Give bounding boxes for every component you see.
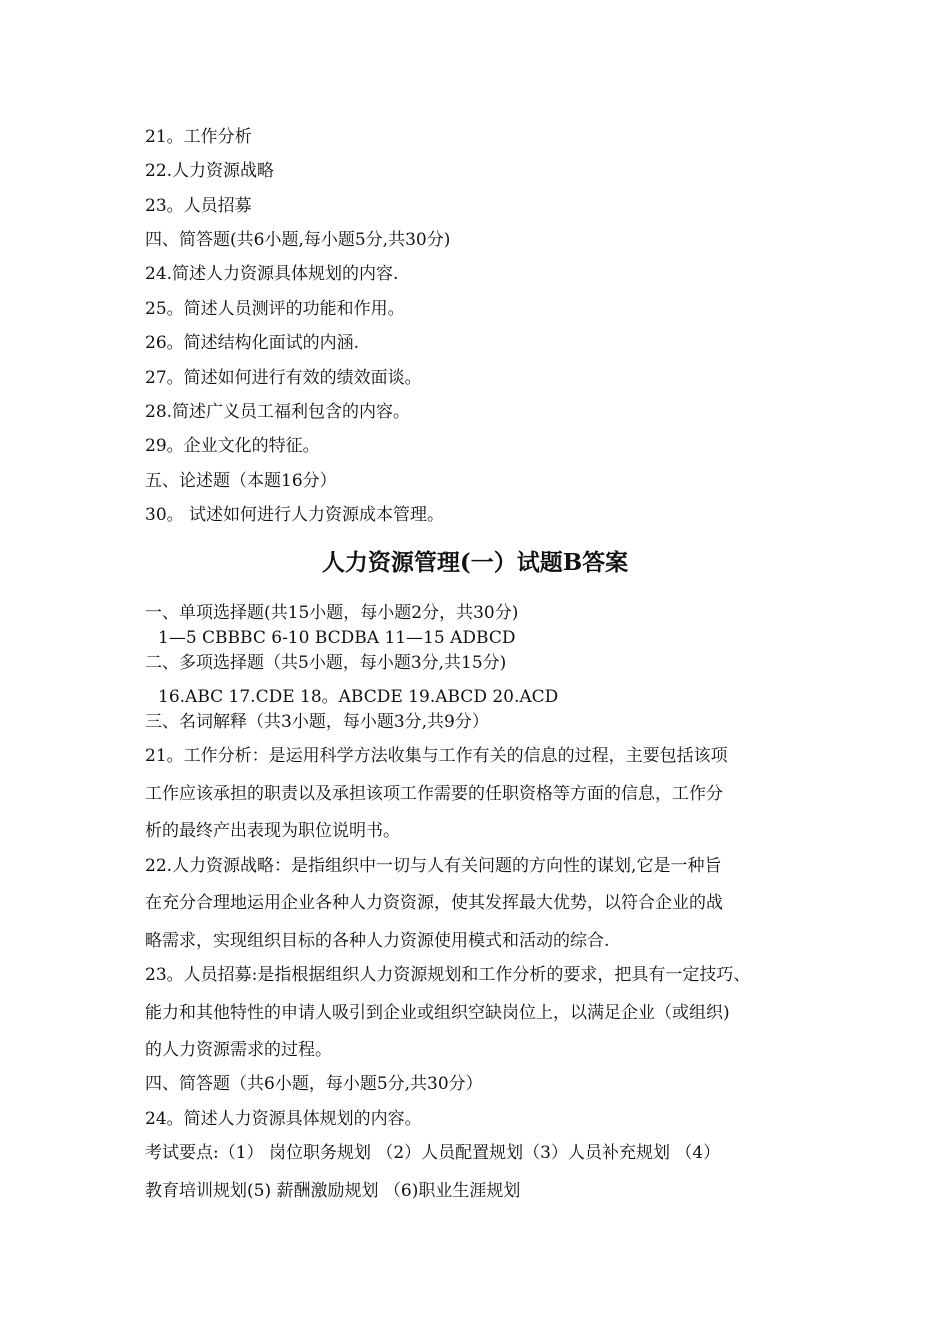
answer-section-1-keys: 1—5 CBBBC 6-10 BCDBA 11—15 ADBCD	[158, 628, 516, 648]
answer-22-line: 22.人力资源战略：是指组织中一切与人有关问题的方向性的谋划,它是一种旨	[145, 856, 722, 876]
question-28: 28.简述广义员工福利包含的内容。	[145, 402, 411, 422]
answer-23-line: 的人力资源需求的过程。	[145, 1040, 332, 1060]
answer-24-line: 教育培训规划(5) 薪酬激励规划 （6)职业生涯规划	[145, 1181, 521, 1201]
answer-22-line: 略需求，实现组织目标的各种人力资源使用模式和活动的综合.	[145, 931, 610, 951]
question-29: 29。企业文化的特征。	[145, 436, 320, 456]
answer-section-2-keys: 16.ABC 17.CDE 18。ABCDE 19.ABCD 20.ACD	[158, 687, 559, 707]
answer-21-line: 21。工作分析：是运用科学方法收集与工作有关的信息的过程，主要包括该项	[145, 746, 728, 766]
answer-21-line: 工作应该承担的职责以及承担该项工作需要的任职资格等方面的信息，工作分	[145, 784, 723, 804]
answer-section-4-heading: 四、简答题（共6小题，每小题5分,共30分）	[145, 1074, 483, 1094]
answer-21-line: 析的最终产出表现为职位说明书。	[145, 821, 400, 841]
answer-22-line: 在充分合理地运用企业各种人力资资源，使其发挥最大优势，以符合企业的战	[145, 893, 723, 913]
question-25: 25。简述人员测评的功能和作用。	[145, 299, 405, 319]
question-24: 24.简述人力资源具体规划的内容.	[145, 264, 399, 284]
answer-24-line: 考试要点:（1） 岗位职务规划 （2）人员配置规划（3）人员补充规划 （4）	[145, 1143, 721, 1163]
question-23: 23。人员招募	[145, 196, 252, 216]
question-22: 22.人力资源战略	[145, 161, 275, 181]
question-21: 21。工作分析	[145, 127, 252, 147]
question-30: 30。 试述如何进行人力资源成本管理。	[145, 505, 445, 525]
section-4-heading: 四、简答题(共6小题,每小题5分,共30分)	[145, 230, 451, 250]
section-5-heading: 五、论述题（本题16分）	[145, 471, 337, 491]
answer-23-line: 能力和其他特性的申请人吸引到企业或组织空缺岗位上，以满足企业（或组织)	[145, 1003, 730, 1023]
answer-section-2-heading: 二、多项选择题（共5小题，每小题3分,共15分)	[145, 653, 507, 673]
answer-23-line: 23。人员招募:是指根据组织人力资源规划和工作分析的要求，把具有一定技巧、	[145, 965, 751, 985]
answer-question-24: 24。简述人力资源具体规划的内容。	[145, 1109, 422, 1129]
question-26: 26。简述结构化面试的内涵.	[145, 333, 360, 353]
question-27: 27。简述如何进行有效的绩效面谈。	[145, 368, 422, 388]
answer-title: 人力资源管理(一）试题B答案	[321, 549, 629, 576]
answer-section-3-heading: 三、名词解释（共3小题，每小题3分,共9分）	[145, 712, 489, 732]
answer-section-1-heading: 一、单项选择题(共15小题，每小题2分，共30分)	[145, 603, 519, 623]
